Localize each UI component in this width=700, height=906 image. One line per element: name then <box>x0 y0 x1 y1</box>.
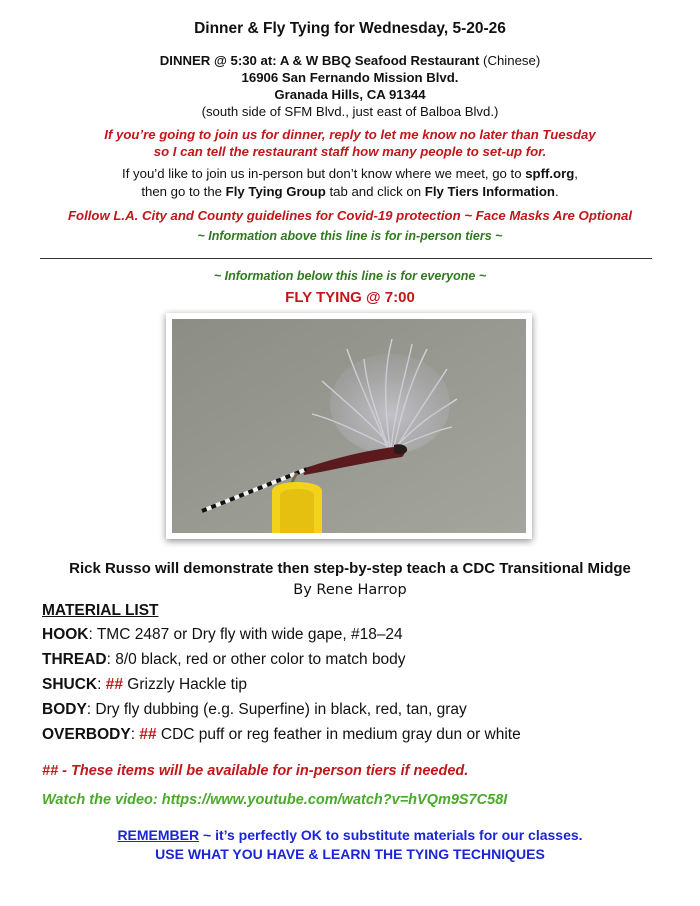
dinner-city: Granada Hills, CA 91344 <box>274 87 426 102</box>
material-mark: ## <box>105 676 123 693</box>
fly-tying-heading: FLY TYING @ 7:00 <box>285 289 415 306</box>
visit-text: tab and click on <box>325 184 425 199</box>
material-mark: ## <box>139 726 157 743</box>
remember-line-2: USE WHAT YOU HAVE & LEARN THE TYING TECHNIQUES <box>155 846 545 862</box>
above-line-note: ~ Information above this line is for in-person tiers ~ <box>197 229 503 243</box>
material-item-shuck <box>42 672 662 697</box>
material-label: BODY <box>42 701 87 718</box>
material-text: : 8/0 black, red or other color to match body <box>106 651 406 668</box>
material-list <box>42 600 662 747</box>
visit-text: . <box>554 184 559 199</box>
fly-photo-image <box>172 319 526 533</box>
availability-note: ## - These items will be available for in-person tiers if needed. <box>42 763 469 779</box>
material-item-thread <box>42 647 662 672</box>
remember-word: REMEMBER <box>117 827 200 843</box>
visit-text: , <box>574 166 578 181</box>
demo-title: Rick Russo will demonstrate then step-by-step teach a CDC Transitional Midge <box>69 560 631 577</box>
fly-tiers-information-link: Fly Tiers Information <box>424 184 555 199</box>
material-label: OVERBODY <box>42 726 131 743</box>
material-item-overbody <box>42 722 662 747</box>
material-text: : TMC 2487 or Dry fly with wide gape, #18–24 <box>88 626 403 643</box>
remember-note <box>0 826 700 864</box>
material-text: Grizzly Hackle tip <box>123 676 248 693</box>
dinner-block <box>0 52 700 120</box>
material-item-hook <box>42 622 662 647</box>
site-link[interactable]: spff.org <box>525 166 575 181</box>
dinner-time-venue: DINNER @ 5:30 at: A & W BBQ Seafood Restaurant <box>159 53 480 68</box>
visit-text: If you’d like to join us in-person but don’t know where we meet, go to <box>122 166 526 181</box>
material-label: THREAD <box>42 651 107 668</box>
material-colon: : <box>130 726 140 743</box>
material-label: SHUCK <box>42 676 98 693</box>
visit-text: then go to the <box>141 184 226 199</box>
remember-text: ~ it’s perfectly OK to substitute materials for our classes. <box>199 827 583 843</box>
rsvp-notice <box>0 126 700 160</box>
author-credit: By Rene Harrop <box>293 582 407 598</box>
material-text: CDC puff or reg feather in medium gray dun or white <box>156 726 521 743</box>
material-label: HOOK <box>42 626 89 643</box>
material-item-body <box>42 697 662 722</box>
material-text: : Dry fly dubbing (e.g. Superfine) in black, red, tan, gray <box>86 701 467 718</box>
page-title: Dinner & Fly Tying for Wednesday, 5-20-26 <box>194 20 506 37</box>
below-line-note: ~ Information below this line is for everyone ~ <box>213 269 487 283</box>
material-list-header: MATERIAL LIST <box>42 602 159 619</box>
dinner-cuisine: (Chinese) <box>479 53 541 68</box>
dinner-street: 16906 San Fernando Mission Blvd. <box>241 70 459 85</box>
fly-photo <box>166 313 532 539</box>
rsvp-line-2: so I can tell the restaurant staff how many people to set-up for. <box>153 144 547 159</box>
visit-info <box>0 165 700 201</box>
covid-notice: Follow L.A. City and County guidelines for Covid-19 protection ~ Face Masks Are Optional <box>67 208 633 223</box>
video-link[interactable]: Watch the video: https://www.youtube.com/watch?v=hVQm9S7C58I <box>42 792 508 808</box>
dinner-location-note: (south side of SFM Blvd., just east of Balboa Blvd.) <box>201 104 499 119</box>
material-colon: : <box>97 676 106 693</box>
rsvp-line-1: If you’re going to join us for dinner, reply to let me know no later than Tuesday <box>104 127 596 142</box>
fly-tying-group-tab: Fly Tying Group <box>225 184 326 199</box>
divider <box>40 258 652 259</box>
